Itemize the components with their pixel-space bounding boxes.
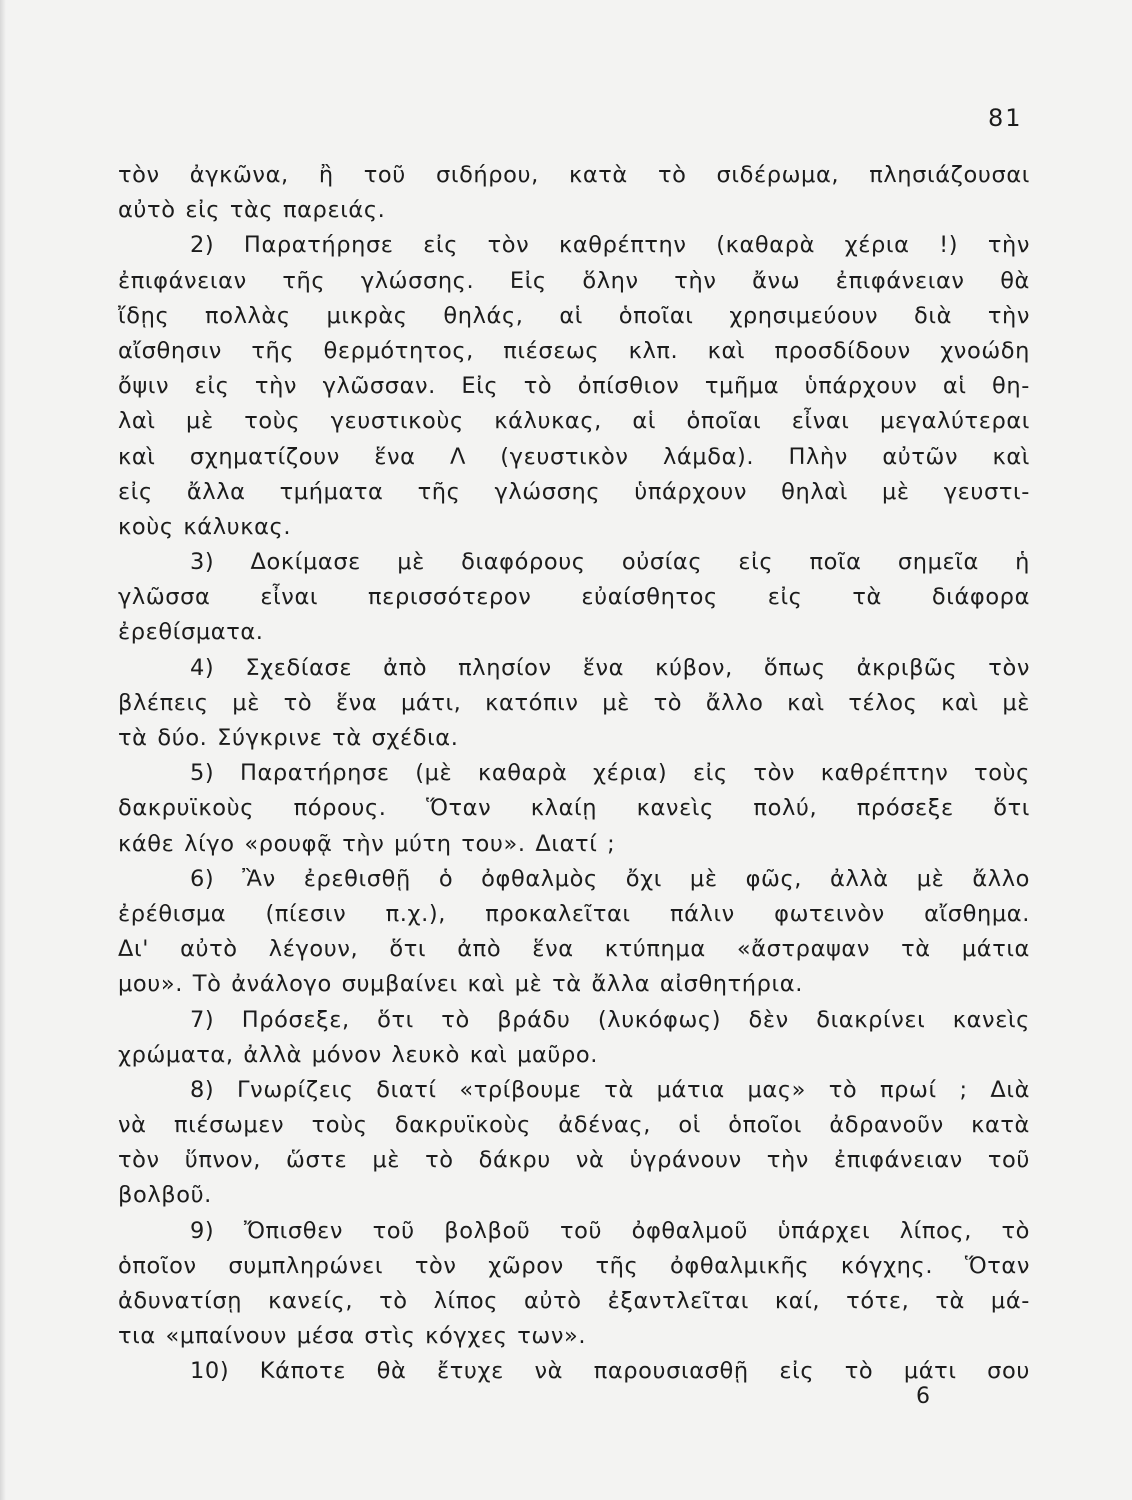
text-line: νὰ πιέσωμεν τοὺς δακρυϊκοὺς ἀδένας, οἱ ὁποῖοι ἀδρανοῦν κατὰ bbox=[118, 1112, 1030, 1139]
text-line: αἴσθησιν τῆς θερμότητος, πιέσεως κλπ. καὶ προσδίδουν χνοώδη bbox=[118, 337, 1030, 364]
page-edge-shadow bbox=[0, 0, 6, 1500]
text-line: γλῶσσα εἶναι περισσότερον εὐαίσθητος εἰς τὰ διάφορα bbox=[118, 584, 1030, 611]
text-line: ὁποῖον συμπληρώνει τὸν χῶρον τῆς ὀφθαλμικῆς κόγχης. Ὅταν bbox=[118, 1252, 1030, 1279]
text-line: 6) Ἂν ἐρεθισθῇ ὁ ὀφθαλμὸς ὄχι μὲ φῶς, ἀλλὰ μὲ ἄλλο bbox=[190, 865, 1030, 892]
signature-mark: 6 bbox=[916, 1384, 930, 1409]
text-line: βλέπεις μὲ τὸ ἕνα μάτι, κατόπιν μὲ τὸ ἄλλο καὶ τέλος καὶ μὲ bbox=[118, 689, 1030, 716]
body-text bbox=[118, 158, 1030, 1390]
text-line: κάθε λίγο «ρουφᾷ τὴν μύτη του». Διατί ; bbox=[118, 830, 616, 857]
text-line: τὸν ὕπνον, ὥστε μὲ τὸ δάκρυ νὰ ὑγράνουν τὴν ἐπιφάνειαν τοῦ bbox=[118, 1147, 1030, 1174]
text-line: καὶ σχηματίζουν ἕνα Λ (γευστικὸν λάμδα). Πλὴν αὐτῶν καὶ bbox=[118, 443, 1030, 470]
text-line: βολβοῦ. bbox=[118, 1182, 212, 1209]
text-line: δακρυϊκοὺς πόρους. Ὅταν κλαίῃ κανεὶς πολύ, πρόσεξε ὅτι bbox=[118, 795, 1030, 822]
text-line: 2) Παρατήρησε εἰς τὸν καθρέπτην (καθαρὰ χέρια !) τὴν bbox=[190, 232, 1030, 259]
text-line: ἐρεθίσματα. bbox=[118, 619, 264, 646]
text-line: 3) Δοκίμασε μὲ διαφόρους οὐσίας εἰς ποῖα σημεῖα ἡ bbox=[190, 549, 1030, 576]
text-line: κοὺς κάλυκας. bbox=[118, 513, 292, 540]
text-line: αὐτὸ εἰς τὰς παρειάς. bbox=[118, 197, 386, 224]
text-line: εἰς ἄλλα τμήματα τῆς γλώσσης ὑπάρχουν θηλαὶ μὲ γευστι- bbox=[118, 478, 1030, 505]
text-line: ἀδυνατίσῃ κανείς, τὸ λίπος αὐτὸ ἐξαντλεῖται καί, τότε, τὰ μά- bbox=[118, 1288, 1030, 1314]
text-line: 10) Κάποτε θὰ ἔτυχε νὰ παρουσιασθῇ εἰς τὸ μάτι σου bbox=[190, 1358, 1030, 1385]
text-line: ὄψιν εἰς τὴν γλῶσσαν. Εἰς τὸ ὀπίσθιον τμῆμα ὑπάρχουν αἱ θη- bbox=[118, 373, 1030, 400]
text-line: 9) Ὄπισθεν τοῦ βολβοῦ τοῦ ὀφθαλμοῦ ὑπάρχει λίπος, τὸ bbox=[190, 1217, 1030, 1244]
text-line: Δι' αὐτὸ λέγουν, ὅτι ἀπὸ ἕνα κτύπημα «ἄστραψαν τὰ μάτια bbox=[118, 936, 1030, 963]
text-line: λαὶ μὲ τοὺς γευστικοὺς κάλυκας, αἱ ὁποῖαι εἶναι μεγαλύτεραι bbox=[118, 408, 1030, 435]
text-line: ἴδῃς πολλὰς μικρὰς θηλάς, αἱ ὁποῖαι χρησιμεύουν διὰ τὴν bbox=[118, 302, 1030, 329]
text-line: τὰ δύο. Σύγκρινε τὰ σχέδια. bbox=[118, 725, 459, 751]
text-line: τια «μπαίνουν μέσα στὶς κόγχες των». bbox=[118, 1323, 587, 1350]
text-line: μου». Τὸ ἀνάλογο συμβαίνει καὶ μὲ τὰ ἄλλα αἰσθητήρια. bbox=[118, 971, 803, 998]
text-line: 8) Γνωρίζεις διατί «τρίβουμε τὰ μάτια μας» τὸ πρωί ; Διὰ bbox=[190, 1076, 1030, 1103]
text-line: 4) Σχεδίασε ἀπὸ πλησίον ἕνα κύβον, ὅπως ἀκριβῶς τὸν bbox=[190, 654, 1030, 681]
text-line: τὸν ἀγκῶνα, ἢ τοῦ σιδήρου, κατὰ τὸ σιδέρωμα, πλησιάζουσαι bbox=[118, 162, 1030, 188]
text-line: 5) Παρατήρησε (μὲ καθαρὰ χέρια) εἰς τὸν καθρέπτην τοὺς bbox=[190, 760, 1030, 787]
text-line: ἐρέθισμα (πίεσιν π.χ.), προκαλεῖται πάλιν φωτεινὸν αἴσθημα. bbox=[118, 900, 1030, 927]
page-number: 81 bbox=[988, 104, 1023, 132]
text-line: 7) Πρόσεξε, ὅτι τὸ βράδυ (λυκόφως) δὲν διακρίνει κανεὶς bbox=[190, 1006, 1030, 1033]
text-line: χρώματα, ἀλλὰ μόνον λευκὸ καὶ μαῦρο. bbox=[118, 1041, 599, 1068]
text-line: ἐπιφάνειαν τῆς γλώσσης. Εἰς ὅλην τὴν ἄνω ἐπιφάνειαν θὰ bbox=[118, 267, 1030, 294]
